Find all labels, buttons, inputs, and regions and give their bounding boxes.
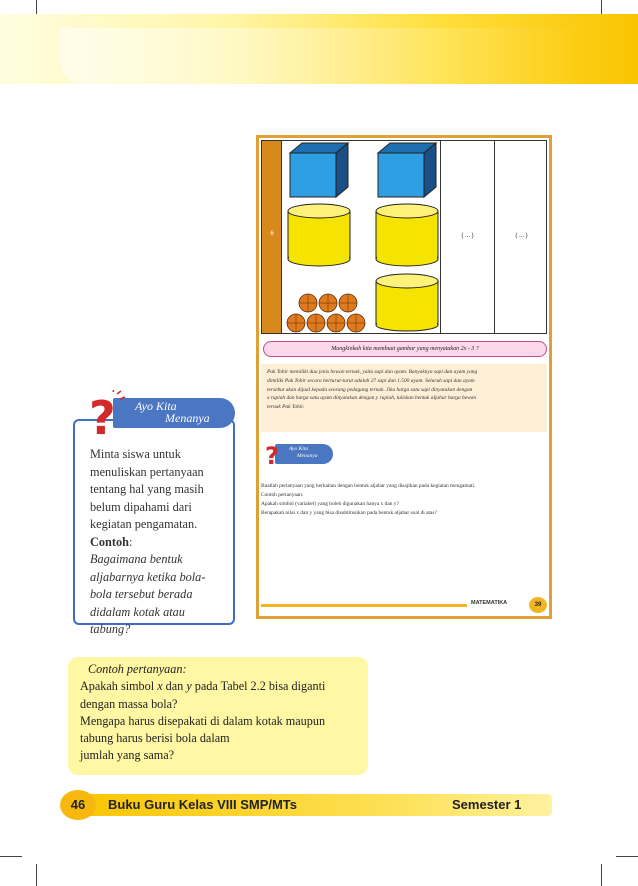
example-line: jumlah yang sama? — [80, 748, 175, 763]
variable-y: y — [186, 679, 192, 694]
ask-example-colon: : — [128, 534, 133, 549]
inset-footer-label: MATEMATIKA — [471, 600, 508, 606]
crop-mark — [36, 864, 37, 886]
ask-example-line: aljabarnya ketika bola- — [90, 569, 206, 584]
example-line: tabung harus berisi bola dalam — [80, 731, 230, 746]
crop-mark — [616, 856, 638, 857]
inset-body-line: Contoh pertanyaan: — [261, 492, 304, 498]
inset-body-line: Berapakah nilai x dan y yang bisa disubtitusikan pada bentuk aljabar soal di atas? — [261, 510, 437, 516]
ask-line: kegiatan pengamatan. — [90, 517, 198, 531]
crop-mark — [0, 856, 22, 857]
example-text: pada Tabel 2.2 bisa diganti — [191, 679, 326, 694]
inset-page-number: 39 — [529, 597, 547, 613]
mini-ask-label-line-2: Menanya — [297, 453, 318, 459]
svg-text:?: ? — [265, 442, 279, 466]
value-placeholder: ( ... ) — [515, 233, 528, 239]
cylinder-icon — [376, 274, 438, 331]
ask-callout-title-2: Menanya — [165, 411, 210, 425]
header-banner-highlight — [60, 28, 580, 86]
example-header: Contoh pertanyaan: — [88, 662, 187, 676]
student-book-page — [256, 135, 552, 619]
example-questions-box — [68, 657, 368, 775]
ask-line: belum dipahami dari — [90, 499, 192, 514]
svg-text:?: ? — [89, 391, 116, 438]
example-text: dan — [162, 679, 187, 694]
ask-example-label-bold: Contoh — [90, 534, 129, 549]
cube-icon — [290, 143, 348, 197]
example-line: dengan massa bola? — [80, 696, 178, 711]
inset-body-text — [261, 482, 547, 518]
semester-label: Semester 1 — [452, 797, 522, 812]
ask-example-line: tabung? — [90, 622, 131, 636]
row-number-cell — [262, 141, 282, 333]
variable-x: x — [157, 679, 163, 694]
ask-example-label — [90, 534, 230, 552]
crop-mark — [601, 864, 602, 886]
ask-callout-text — [90, 446, 230, 639]
story-paragraph — [261, 364, 547, 432]
mini-ask-badge — [261, 438, 331, 468]
cylinder-icon — [288, 204, 350, 266]
story-line: tersebut akan dijual kepada seorang pedagang ternak. Jika harga satu sapi dinyatakan dengan — [267, 386, 473, 393]
page-number: 46 — [60, 790, 96, 820]
story-line: x rupiah dan harga satu ayam dinyatakan dengan y rupiah, tuliskan bentuk aljabar harga hewan — [267, 395, 477, 402]
story-line: Pak Tohir memiliki dua jenis hewan ternak, yaitu sapi dan ayam. Banyaknya sapi dan ayam yang — [267, 369, 478, 375]
story-line: ternak Pak Tohir. — [267, 404, 305, 411]
ask-line: Minta siswa untuk — [90, 447, 181, 461]
ask-callout-header — [87, 390, 237, 438]
ask-example-line: didalam kotak atau — [90, 604, 185, 619]
value-cell — [494, 141, 548, 333]
book-title: Buku Guru Kelas VIII SMP/MTs — [108, 797, 298, 812]
cube-icon — [378, 143, 436, 197]
inset-body-line: Buatlah pertanyaan yang berkaitan dengan bentuk aljabar yang disajikan pada kegiatan mengamati. — [261, 483, 476, 489]
mini-ask-label-line-1: Ayo Kita — [289, 446, 309, 452]
example-text: Apakah simbol — [80, 679, 158, 694]
ball-icon — [287, 294, 365, 332]
shapes-illustration — [282, 141, 440, 333]
story-line: dimiliki Pak Tohir secara berturut-turut adalah 27 sapi dan 1.500 ayam. Seluruh sapi dan ayam — [267, 377, 475, 384]
value-cell — [440, 141, 494, 333]
cylinder-icon — [376, 204, 438, 266]
question-mark-icon — [87, 390, 127, 438]
table-row — [261, 140, 547, 334]
example-line: Mengapa harus disepakati di dalam kotak maupun — [80, 713, 326, 728]
ask-example-line: bola tersebut berada — [90, 587, 193, 601]
header-banner — [0, 14, 638, 84]
value-placeholder: ( ... ) — [461, 233, 474, 239]
inset-footer-rule — [261, 604, 467, 607]
ask-line: tentang hal yang masih — [90, 482, 204, 496]
inset-body-line: Apakah simbol (variabel) yang boleh digunakan hanya x dan y? — [261, 501, 399, 507]
question-banner: Mungkinkah kita membuat gambar yang menyatakan 2x - 3 ? — [263, 341, 547, 357]
example-line — [80, 678, 368, 695]
ask-line: menuliskan pertanyaan — [90, 464, 204, 479]
ask-example-line: Bagaimana bentuk — [90, 552, 183, 566]
inset-footer — [471, 597, 551, 613]
question-mark-icon — [263, 442, 285, 466]
ask-callout-title-1: Ayo Kita — [135, 399, 177, 413]
box-cylinder-ball-illustration — [282, 141, 440, 333]
row-number: 6 — [270, 231, 274, 237]
